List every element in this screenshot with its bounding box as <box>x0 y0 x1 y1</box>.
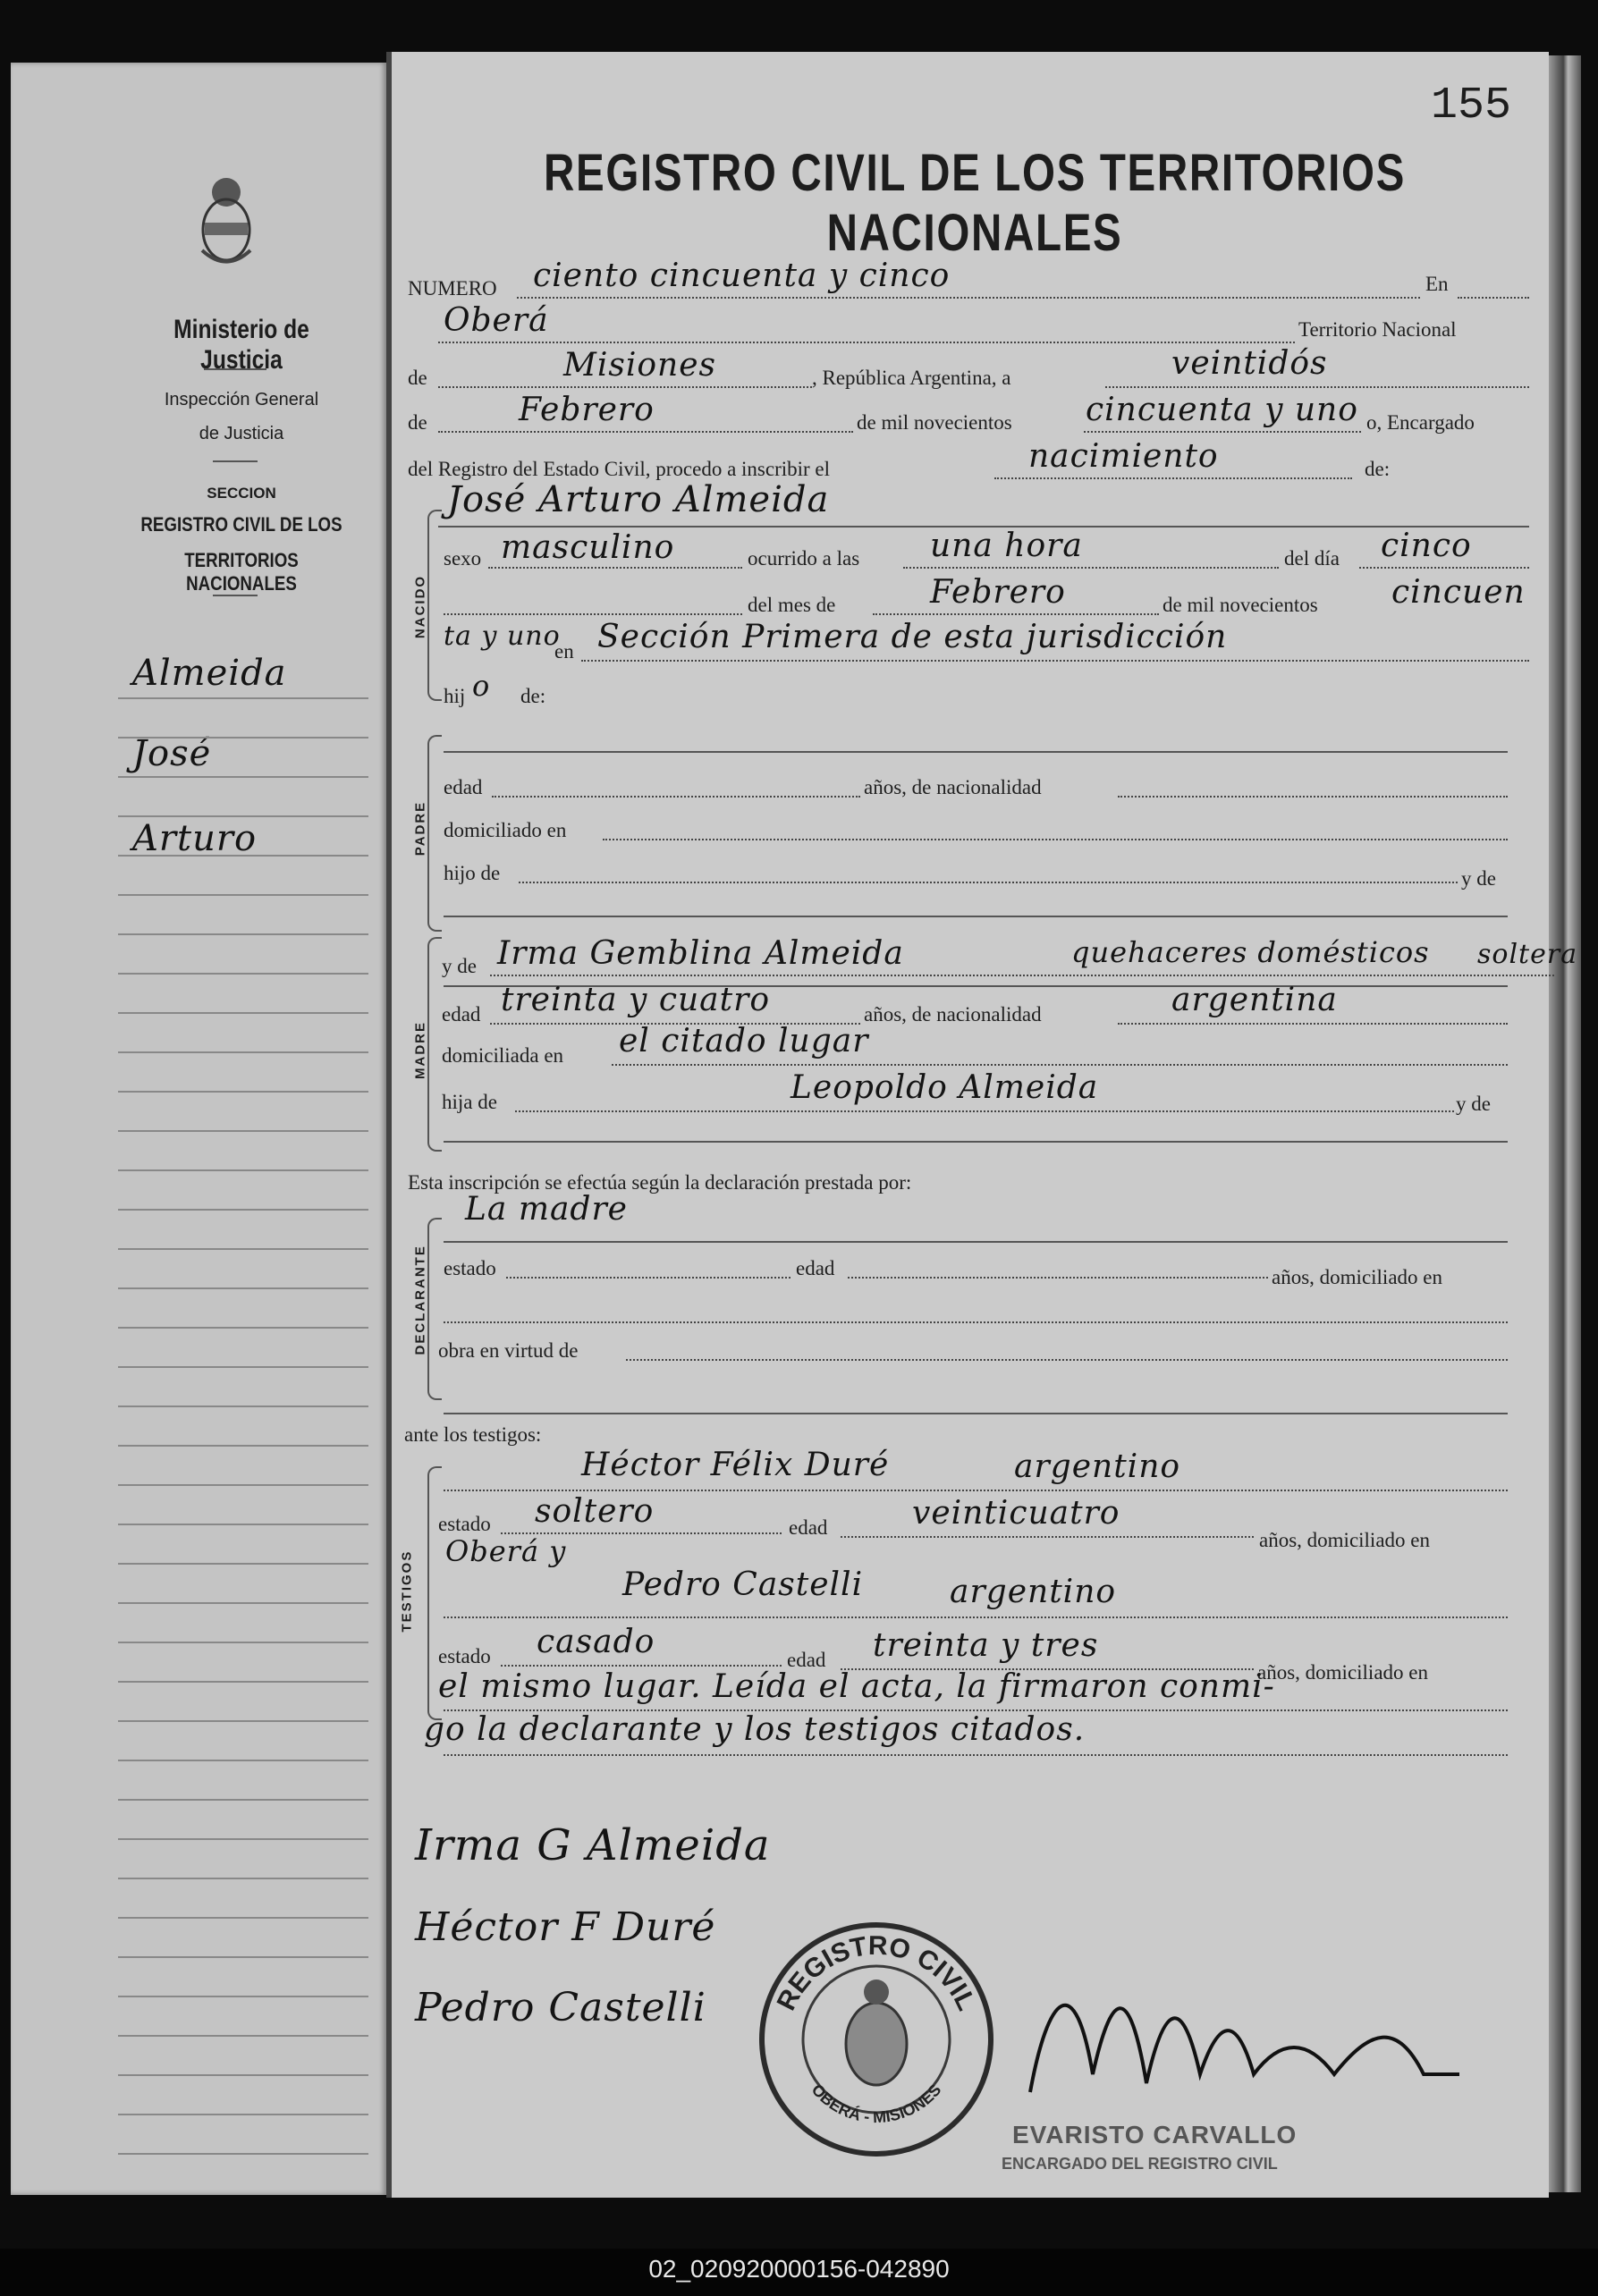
ruled-line <box>118 855 368 857</box>
ruled-line <box>118 1287 368 1289</box>
month-value: Febrero <box>519 392 655 428</box>
ruled-line <box>118 2035 368 2037</box>
madre-nac-label: años, de nacionalidad <box>864 1003 1042 1026</box>
page-title: REGISTRO CIVIL DE LOS TERRITORIOS NACIONALES <box>543 144 1407 262</box>
registrar-title: ENCARGADO DEL REGISTRO CIVIL <box>1002 2155 1278 2173</box>
registro-civil-stamp <box>751 1910 1002 2160</box>
madre-y-de-label: y de <box>442 955 477 977</box>
w1-estado-value: soltero <box>535 1493 655 1530</box>
w2-estado-label: estado <box>438 1645 491 1667</box>
ruled-line <box>118 1917 368 1919</box>
ruled-line <box>118 1366 368 1368</box>
registrar-name: EVARISTO CARVALLO <box>1012 2121 1298 2148</box>
page-edge <box>1549 55 1581 2192</box>
birth-year-part1: cincuen <box>1391 574 1526 611</box>
signature-1: Irma G Almeida <box>415 1820 771 1870</box>
w1-anios-label: años, domiciliado en <box>1259 1529 1430 1551</box>
stamp-top-text: REGISTRO CIVIL <box>771 1930 982 2015</box>
page-spine <box>386 52 392 2198</box>
padre-edad-label: edad <box>444 776 483 798</box>
mother-occupation: quehaceres domésticos <box>1071 935 1430 969</box>
ruled-line <box>118 1878 368 1879</box>
en-label: En <box>1425 273 1449 295</box>
madre-edad-label: edad <box>442 1003 481 1026</box>
ruled-line <box>118 815 368 817</box>
ruled-line <box>118 1209 368 1211</box>
child-name: José Arturo Almeida <box>447 479 830 520</box>
place-value: Oberá <box>444 302 549 339</box>
day-value: veintidós <box>1171 345 1328 382</box>
w2-edad-value: treinta y tres <box>873 1627 1099 1664</box>
decl-anios-label: años, domiciliado en <box>1272 1266 1442 1288</box>
padre-label: PADRE <box>412 800 428 857</box>
index-name2: Arturo <box>132 818 258 859</box>
mil-label: de mil novecientos <box>857 411 1012 434</box>
decl-estado-label: estado <box>444 1257 496 1279</box>
registry-line2: TERRITORIOS NACIONALES <box>184 549 299 595</box>
decl-edad-label: edad <box>796 1257 835 1279</box>
ruled-line <box>118 2074 368 2076</box>
ruled-line <box>118 2114 368 2115</box>
birth-day-value: cinco <box>1381 528 1472 564</box>
declarante-label: DECLARANTE <box>412 1245 428 1355</box>
ante-testigos-label: ante los testigos: <box>404 1423 542 1446</box>
witness2-name: Pedro Castelli <box>622 1566 864 1603</box>
ruled-line <box>118 1838 368 1840</box>
birth-year-part2: ta y uno <box>444 620 561 652</box>
territorio-label: Territorio Nacional <box>1298 318 1457 341</box>
inspection-line2: de Justicia <box>199 424 284 443</box>
w1-edad-label: edad <box>789 1516 828 1539</box>
ruled-line <box>118 1012 368 1014</box>
w2-edad-label: edad <box>787 1649 826 1671</box>
w1-edad-value: veinticuatro <box>912 1495 1120 1532</box>
padre-anios-label: años, de nacionalidad <box>864 776 1042 798</box>
image-id-label: 02_020920000156-042890 <box>648 2255 950 2283</box>
del-registro-label: del Registro del Estado Civil, procedo a inscribir el <box>408 458 831 480</box>
ruled-line <box>118 737 368 739</box>
ruled-line <box>118 1524 368 1525</box>
closing-line1: el mismo lugar. Leída el acta, la firmaron conmi- <box>438 1668 1275 1705</box>
obra-label: obra en virtud de <box>438 1339 579 1362</box>
ruled-line <box>118 1327 368 1329</box>
ocurrido-label: ocurrido a las <box>748 547 860 570</box>
mother-nationality: argentina <box>1171 982 1338 1018</box>
padre-y-de-label: y de <box>1461 867 1496 890</box>
ruled-line <box>118 1956 368 1958</box>
ruled-line <box>118 933 368 935</box>
padre-domiciliado-label: domiciliado en <box>444 819 567 841</box>
madre-dom-label: domiciliada en <box>442 1044 564 1067</box>
w1-estado-label: estado <box>438 1513 491 1535</box>
del-dia-label: del día <box>1284 547 1340 570</box>
closing-line2: go la declarante y los testigos citados. <box>424 1711 1086 1748</box>
madre-y-de-end: y de <box>1456 1093 1491 1115</box>
registry-line1: REGISTRO CIVIL DE LOS <box>140 513 342 536</box>
witness1-name: Héctor Félix Duré <box>581 1447 890 1483</box>
mother-status: soltera <box>1477 939 1578 970</box>
signature-3: Pedro Castelli <box>415 1985 706 2030</box>
act-value: nacimiento <box>1028 438 1219 475</box>
ruled-line <box>118 1405 368 1407</box>
numero-label: NUMERO <box>408 277 497 300</box>
w1-address: Oberá y <box>445 1534 567 1568</box>
section-label: SECCION <box>207 485 276 502</box>
de-label-2: de <box>408 411 427 434</box>
de-colon-1: de: <box>1365 458 1391 480</box>
left-page <box>11 63 386 2195</box>
witness2-nat: argentino <box>950 1574 1117 1610</box>
ruled-line <box>118 1760 368 1761</box>
ruled-line <box>118 1130 368 1132</box>
hijo-suffix: o <box>472 669 491 703</box>
territory-value: Misiones <box>563 347 717 384</box>
mother-address: el citado lugar <box>619 1023 869 1059</box>
sexo-label: sexo <box>444 547 482 570</box>
coat-of-arms-icon <box>195 165 258 273</box>
ruled-line <box>118 1720 368 1722</box>
ruled-line <box>118 1681 368 1683</box>
mil-label-2: de mil novecientos <box>1163 594 1318 616</box>
birth-month-value: Febrero <box>930 574 1066 611</box>
signature-2: Héctor F Duré <box>415 1904 716 1950</box>
stamp-bottom-text: OBERÁ - MISIONES <box>807 2081 945 2127</box>
madre-hija-de-label: hija de <box>442 1091 497 1113</box>
de-colon-2: de: <box>520 685 546 707</box>
birth-place-value: Sección Primera de esta jurisdicción <box>597 619 1228 655</box>
ministry-label: Ministerio de Justicia <box>173 315 309 375</box>
numero-value: ciento cincuenta y cinco <box>533 257 951 294</box>
nacido-label: NACIDO <box>412 574 428 639</box>
w2-anios-label: años, domiciliado en <box>1257 1661 1428 1684</box>
ruled-line <box>118 973 368 975</box>
ruled-line <box>118 697 368 699</box>
ruled-line <box>118 894 368 896</box>
hour-value: una hora <box>930 528 1083 564</box>
index-surname: Almeida <box>132 653 287 694</box>
ruled-line <box>118 1248 368 1250</box>
ruled-line <box>118 1169 368 1171</box>
ruled-line <box>118 1091 368 1093</box>
ruled-line <box>118 1642 368 1643</box>
w2-estado-value: casado <box>537 1624 655 1660</box>
declarant-value: La madre <box>465 1191 628 1228</box>
witness1-nat: argentino <box>1014 1448 1181 1485</box>
ruled-line <box>118 1484 368 1486</box>
ruled-line <box>118 1602 368 1604</box>
ruled-line <box>118 1799 368 1801</box>
en-label-2: en <box>554 640 574 663</box>
republica-label: , República Argentina, a <box>812 367 1011 389</box>
ruled-line <box>118 1563 368 1565</box>
ruled-line <box>118 1051 368 1053</box>
mother-age: treinta y cuatro <box>501 982 770 1018</box>
year-value: cincuenta y uno <box>1086 392 1358 428</box>
declaration-label: Esta inscripción se efectúa según la declaración prestada por: <box>408 1171 912 1194</box>
sexo-value: masculino <box>501 529 675 566</box>
mother-name: Irma Gemblina Almeida <box>497 935 904 972</box>
testigos-label: TESTIGOS <box>399 1549 415 1633</box>
madre-label: MADRE <box>412 1021 428 1079</box>
padre-hijo-de-label: hijo de <box>444 862 501 884</box>
page-number: 155 <box>1431 80 1512 131</box>
index-name1: José <box>132 733 212 774</box>
ruled-line <box>118 776 368 778</box>
del-mes-label: del mes de <box>748 594 836 616</box>
mother-father: Leopoldo Almeida <box>791 1069 1099 1106</box>
hijo-label: hij <box>444 685 466 707</box>
svg-text:OBERÁ - MISIONES <box>808 2081 945 2126</box>
registrar-signature <box>1012 1940 1477 2119</box>
ruled-line <box>118 1445 368 1447</box>
de-label-1: de <box>408 367 427 389</box>
inspection-line1: Inspección General <box>164 390 319 409</box>
encargado-label: o, Encargado <box>1366 411 1475 434</box>
ruled-line <box>118 1996 368 1997</box>
ruled-line <box>118 2153 368 2155</box>
